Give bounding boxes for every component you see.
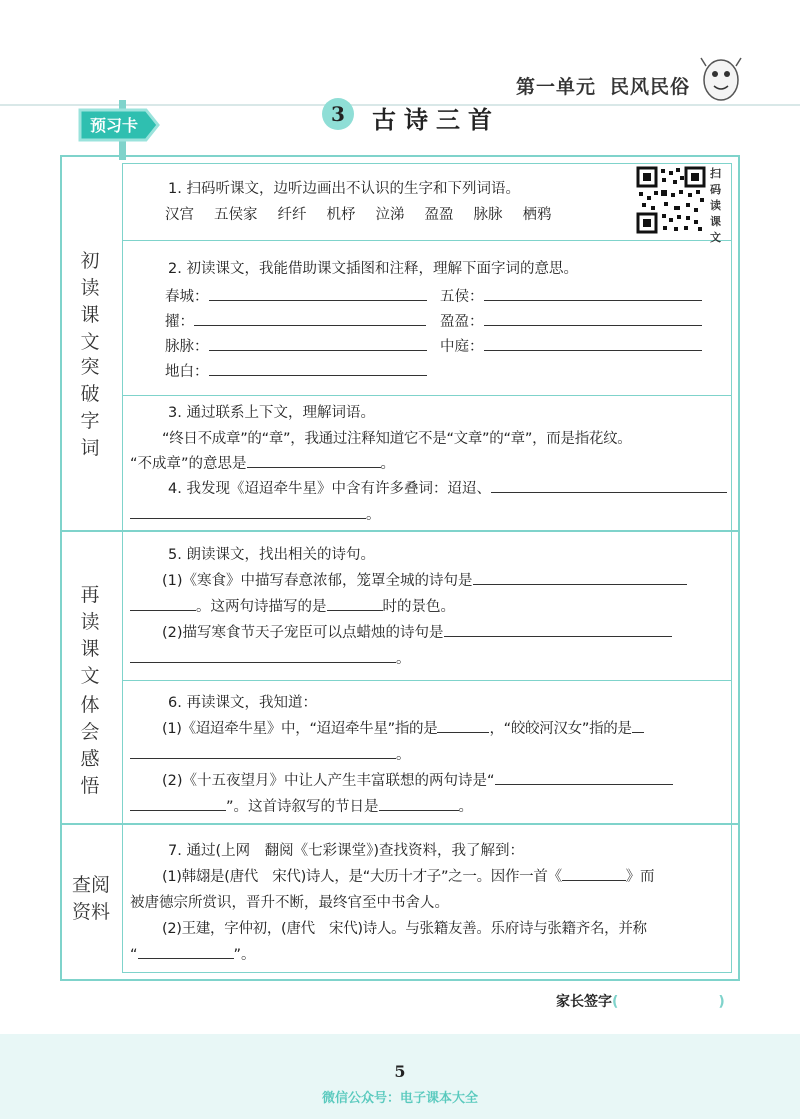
q5-answer-blank[interactable] [130, 594, 196, 611]
signature-label: 家长签字 [556, 994, 612, 1010]
q6-answer-blank[interactable] [632, 716, 644, 733]
q7-answer-blank[interactable] [138, 942, 234, 959]
q1-word: 泣涕 [375, 207, 405, 223]
q7-part1-cont: 被唐德宗所赏识，晋升不断，最终官至中书舍人。 [130, 895, 449, 911]
q7-part2-cont [130, 942, 256, 968]
q5-part1-text: (1)《寒食》中描写春意浓郁，笼罩全城的诗句是 [162, 573, 473, 589]
signature-bracket-close: ) [718, 994, 725, 1010]
q2-prompt: 2. 初读课文，我能借助课文插图和注释，理解下面字词的意思。 [168, 261, 578, 277]
section-label-research: 查阅资料 [72, 874, 111, 923]
q2-answer-blank[interactable] [484, 309, 702, 326]
q1-word: 脉脉 [473, 207, 503, 223]
q5-answer-blank[interactable] [327, 594, 383, 611]
q5-answer-blank[interactable] [130, 646, 396, 663]
unit-name: 第一单元 [515, 76, 596, 98]
q6-answer-blank[interactable] [495, 768, 673, 785]
q6-part1 [162, 716, 644, 742]
q2-term: 脉脉： [165, 339, 209, 355]
q3-answer-line [130, 451, 395, 477]
q6-answer-blank[interactable] [437, 716, 489, 733]
q6-answer-blank[interactable] [379, 794, 459, 811]
q6-part1-text: (1)《迢迢牵牛星》中，“迢迢牵牛星”指的是 [162, 721, 438, 737]
q7-answer-blank[interactable] [562, 864, 626, 881]
q6-part2-cont [130, 794, 473, 820]
q6-part1-text2: ，“皎皎河汉女”指的是 [489, 721, 632, 737]
mascot-icon [698, 54, 744, 106]
section-label-reread: 再读课文 [80, 584, 100, 687]
q5-answer-blank[interactable] [444, 620, 672, 637]
q2-term: 五侯： [440, 289, 484, 305]
q5-part1-cont [130, 594, 455, 620]
q5-part2 [162, 620, 672, 646]
q7-prompt: 7. 通过(上网 翻阅《七彩课堂》)查找资料，我了解到： [168, 843, 525, 859]
q2-answer-blank[interactable] [484, 284, 702, 301]
parent-signature [556, 990, 725, 1011]
q2-answer-blank[interactable] [209, 334, 427, 351]
divider-q2 [122, 395, 732, 396]
q6-part1-cont [130, 742, 411, 768]
q7-part2: (2)王建，字仲初，(唐代 宋代)诗人。与张籍友善。乐府诗与张籍齐名，并称 [162, 921, 647, 937]
q7-part1-text: (1)韩翃是(唐代 宋代)诗人，是“大历十才子”之一。因作一首《 [162, 869, 562, 885]
divider-q5 [122, 680, 732, 681]
signature-bracket-open: ( [612, 994, 619, 1010]
q1-prompt: 1. 扫码听课文，边听边画出不认识的生字和下列词语。 [168, 181, 520, 197]
q2-answer-blank[interactable] [209, 359, 427, 376]
section-label-first-read: 初读课文 [80, 250, 100, 353]
q5-answer-blank[interactable] [473, 568, 687, 585]
section-divider-1 [60, 530, 740, 532]
q1-word: 机杼 [326, 207, 356, 223]
q3-end: 。 [380, 456, 396, 472]
q3-label: “不成章”的意思是 [130, 456, 247, 472]
preview-card-label: 预习卡 [89, 116, 138, 135]
q6-part2-text2: ”。这首诗叙写的节日是 [226, 799, 379, 815]
q5-part1-text3: 时的景色。 [382, 599, 455, 615]
q2-answer-blank[interactable] [484, 334, 702, 351]
q2-term: 春城： [165, 289, 209, 305]
q6-answer-blank[interactable] [130, 742, 396, 759]
q6-part2-text: (2)《十五夜望月》中让人产生丰富联想的两句诗是“ [162, 773, 495, 789]
q4-text: 4. 我发现《迢迢牵牛星》中含有许多叠词：迢迢、 [168, 481, 491, 497]
q4-end: 。 [366, 507, 381, 523]
q6-part1-end: 。 [396, 747, 411, 763]
q4-prompt [168, 476, 727, 502]
q7-part1-text2: 》而 [625, 869, 655, 885]
wechat-credit: 微信公众号：电子课本大全 [321, 1091, 478, 1106]
q4-answer-blank[interactable] [491, 476, 727, 493]
q2-term: 盈盈： [440, 314, 484, 330]
q2-term: 地白： [165, 364, 209, 380]
lesson-number: 3 [322, 98, 354, 130]
q2-item [165, 284, 427, 310]
q3-prompt: 3. 通过联系上下文，理解词语。 [168, 405, 375, 421]
q2-item [165, 309, 426, 335]
unit-theme: 民风民俗 [609, 76, 690, 98]
q5-part2-cont [130, 646, 411, 672]
q2-answer-blank[interactable] [209, 284, 427, 301]
section-divider-2 [60, 823, 740, 825]
q5-part2-end: 。 [396, 651, 411, 667]
q2-answer-blank[interactable] [194, 309, 426, 326]
q5-part1 [162, 568, 687, 594]
q6-prompt: 6. 再读课文，我知道： [168, 695, 317, 711]
q3-context: “终日不成章”的“章”，我通过注释知道它不是“文章”的“章”，而是指花纹。 [162, 431, 632, 447]
section-sublabel-words: 突破字词 [80, 356, 100, 459]
signature-field[interactable] [618, 990, 718, 1006]
q1-word: 栖鸦 [522, 207, 552, 223]
q2-term: 中庭： [440, 339, 484, 355]
q7-quote-close: ”。 [233, 947, 256, 963]
q7-quote-open: “ [130, 947, 138, 963]
qr-code-icon[interactable] [636, 166, 706, 234]
q1-word: 盈盈 [424, 207, 454, 223]
q6-part2 [162, 768, 673, 794]
q2-item [165, 359, 427, 385]
q2-item [440, 309, 702, 335]
q6-part2-end: 。 [458, 799, 474, 815]
qr-label: 扫码读课文 [710, 167, 721, 244]
section-sublabel-feel: 体会感悟 [80, 694, 100, 797]
q1-word: 汉宫 [165, 207, 194, 223]
q7-part1 [162, 864, 654, 890]
divider-q1 [122, 240, 732, 241]
q6-answer-blank[interactable] [130, 794, 226, 811]
q1-word: 纤纤 [277, 207, 307, 223]
q2-item [165, 334, 427, 360]
q3-answer-blank[interactable] [247, 451, 381, 468]
q4-answer-blank-2[interactable] [130, 502, 366, 519]
q5-part2-text: (2)描写寒食节天子宠臣可以点蜡烛的诗句是 [162, 625, 444, 641]
page-number: 5 [394, 1062, 406, 1081]
q2-item [440, 284, 702, 310]
q4-answer-line [130, 502, 381, 528]
unit-header [502, 72, 690, 99]
q1-word-list [165, 202, 552, 228]
q5-part1-text2: 。这两句诗描写的是 [196, 599, 327, 615]
q1-word: 五侯家 [214, 207, 258, 223]
q5-prompt: 5. 朗读课文，找出相关的诗句。 [168, 547, 375, 563]
q2-item [440, 334, 702, 360]
q2-term: 擢： [165, 314, 194, 330]
lesson-title: 古诗三首 [372, 105, 500, 134]
